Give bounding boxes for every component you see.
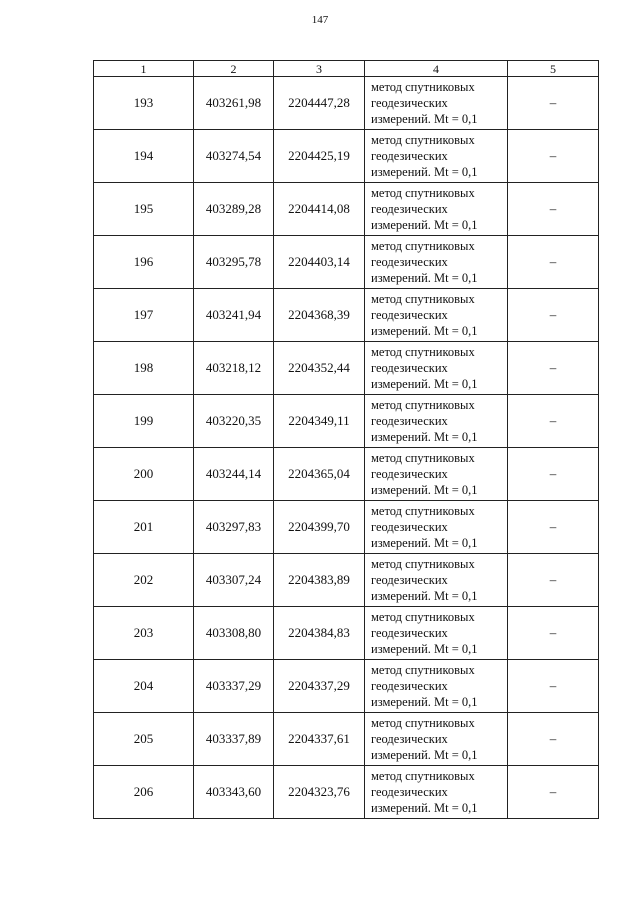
column-header-1: 1	[94, 61, 194, 77]
point-number-cell: 200	[94, 448, 194, 501]
note-cell: –	[508, 236, 599, 289]
point-number-cell: 196	[94, 236, 194, 289]
table-row	[94, 448, 599, 501]
method-cell: метод спутниковых геодезических измерений. Mt = 0,1	[365, 395, 508, 448]
note-cell: –	[508, 501, 599, 554]
y-coordinate-cell: 2204349,11	[274, 395, 365, 448]
x-coordinate-cell: 403307,24	[194, 554, 274, 607]
point-number-cell: 195	[94, 183, 194, 236]
note-cell: –	[508, 183, 599, 236]
x-coordinate-cell: 403308,80	[194, 607, 274, 660]
note-cell: –	[508, 395, 599, 448]
point-number-cell: 197	[94, 289, 194, 342]
table-row	[94, 289, 599, 342]
table-row	[94, 501, 599, 554]
table-row	[94, 554, 599, 607]
method-cell: метод спутниковых геодезических измерений. Mt = 0,1	[365, 236, 508, 289]
x-coordinate-cell: 403297,83	[194, 501, 274, 554]
method-cell: метод спутниковых геодезических измерений. Mt = 0,1	[365, 660, 508, 713]
table-row	[94, 183, 599, 236]
table-row	[94, 713, 599, 766]
note-cell: –	[508, 713, 599, 766]
method-cell: метод спутниковых геодезических измерений. Mt = 0,1	[365, 448, 508, 501]
note-cell: –	[508, 130, 599, 183]
method-cell: метод спутниковых геодезических измерений. Mt = 0,1	[365, 713, 508, 766]
column-header-5: 5	[508, 61, 599, 77]
y-coordinate-cell: 2204399,70	[274, 501, 365, 554]
y-coordinate-cell: 2204365,04	[274, 448, 365, 501]
table-row	[94, 395, 599, 448]
note-cell: –	[508, 766, 599, 819]
y-coordinate-cell: 2204384,83	[274, 607, 365, 660]
column-header-2: 2	[194, 61, 274, 77]
y-coordinate-cell: 2204447,28	[274, 77, 365, 130]
note-cell: –	[508, 77, 599, 130]
point-number-cell: 193	[94, 77, 194, 130]
y-coordinate-cell: 2204323,76	[274, 766, 365, 819]
method-cell: метод спутниковых геодезических измерений. Mt = 0,1	[365, 289, 508, 342]
table-row	[94, 660, 599, 713]
x-coordinate-cell: 403220,35	[194, 395, 274, 448]
method-cell: метод спутниковых геодезических измерений. Mt = 0,1	[365, 342, 508, 395]
column-header-4: 4	[365, 61, 508, 77]
note-cell: –	[508, 342, 599, 395]
y-coordinate-cell: 2204425,19	[274, 130, 365, 183]
note-cell: –	[508, 660, 599, 713]
point-number-cell: 202	[94, 554, 194, 607]
point-number-cell: 205	[94, 713, 194, 766]
y-coordinate-cell: 2204352,44	[274, 342, 365, 395]
y-coordinate-cell: 2204337,61	[274, 713, 365, 766]
method-cell: метод спутниковых геодезических измерений. Mt = 0,1	[365, 130, 508, 183]
point-number-cell: 194	[94, 130, 194, 183]
table-row	[94, 342, 599, 395]
coordinates-table	[93, 60, 599, 819]
table-row	[94, 607, 599, 660]
x-coordinate-cell: 403241,94	[194, 289, 274, 342]
note-cell: –	[508, 607, 599, 660]
x-coordinate-cell: 403343,60	[194, 766, 274, 819]
y-coordinate-cell: 2204403,14	[274, 236, 365, 289]
method-cell: метод спутниковых геодезических измерений. Mt = 0,1	[365, 554, 508, 607]
note-cell: –	[508, 554, 599, 607]
method-cell: метод спутниковых геодезических измерений. Mt = 0,1	[365, 607, 508, 660]
table-row	[94, 236, 599, 289]
column-header-3: 3	[274, 61, 365, 77]
y-coordinate-cell: 2204368,39	[274, 289, 365, 342]
table-row	[94, 766, 599, 819]
x-coordinate-cell: 403295,78	[194, 236, 274, 289]
y-coordinate-cell: 2204414,08	[274, 183, 365, 236]
x-coordinate-cell: 403337,29	[194, 660, 274, 713]
x-coordinate-cell: 403274,54	[194, 130, 274, 183]
method-cell: метод спутниковых геодезических измерений. Mt = 0,1	[365, 766, 508, 819]
x-coordinate-cell: 403289,28	[194, 183, 274, 236]
point-number-cell: 201	[94, 501, 194, 554]
point-number-cell: 204	[94, 660, 194, 713]
y-coordinate-cell: 2204383,89	[274, 554, 365, 607]
point-number-cell: 203	[94, 607, 194, 660]
method-cell: метод спутниковых геодезических измерений. Mt = 0,1	[365, 183, 508, 236]
x-coordinate-cell: 403218,12	[194, 342, 274, 395]
method-cell: метод спутниковых геодезических измерений. Mt = 0,1	[365, 501, 508, 554]
x-coordinate-cell: 403244,14	[194, 448, 274, 501]
table-row	[94, 130, 599, 183]
note-cell: –	[508, 289, 599, 342]
table-row	[94, 77, 599, 130]
point-number-cell: 198	[94, 342, 194, 395]
point-number-cell: 206	[94, 766, 194, 819]
page-number: 147	[311, 14, 329, 26]
point-number-cell: 199	[94, 395, 194, 448]
note-cell: –	[508, 448, 599, 501]
y-coordinate-cell: 2204337,29	[274, 660, 365, 713]
method-cell: метод спутниковых геодезических измерений. Mt = 0,1	[365, 77, 508, 130]
x-coordinate-cell: 403261,98	[194, 77, 274, 130]
table-header-row	[94, 61, 599, 77]
x-coordinate-cell: 403337,89	[194, 713, 274, 766]
